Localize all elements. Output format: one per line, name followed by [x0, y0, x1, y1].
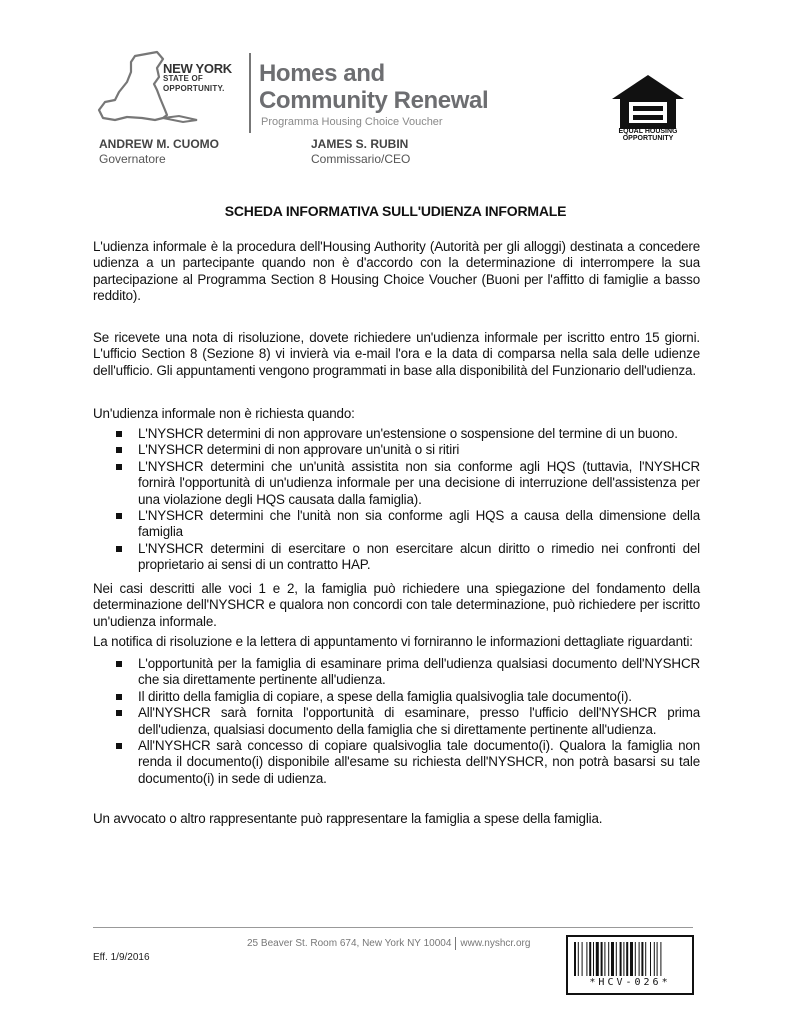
logo-divider [249, 53, 251, 133]
eho-line-1: EQUAL HOUSING [618, 128, 678, 135]
list-item: Il diritto della famiglia di copiare, a spese della famiglia qualsivoglia tale documento(i). [93, 689, 700, 705]
request-paragraph [93, 330, 700, 379]
notice-details-list [93, 656, 700, 787]
ny-state-logo-text [163, 61, 248, 94]
agency-name-line-1: Homes and [259, 60, 385, 87]
website-link[interactable]: www.nyshcr.org [460, 938, 531, 950]
not-required-section [93, 406, 700, 422]
address-separator [455, 937, 456, 950]
not-required-list [93, 426, 700, 574]
governor-name: ANDREW M. CUOMO [99, 137, 219, 151]
list-item: L'NYSHCR determini di non approvare un'estensione o sospensione del termine di un buono. [93, 426, 700, 442]
barcode-icon [574, 942, 686, 976]
paragraph-2: Se ricevete una nota di risoluzione, dovete richiedere un'udienza informale per iscritto entro 15 giorni. L'ufficio Section 8 (Sezione 8) vi invierà via e-mail l'ora e la data di comparsa nella sala delle udienze dell'ufficio. Gli appuntamenti vengono programmati in base alla disponibilità del Funzionario dell'udienza. [93, 330, 700, 378]
effective-date: Eff. 1/9/2016 [93, 952, 150, 963]
address-text: 25 Beaver St. Room 674, New York NY 10004 [247, 938, 452, 950]
logo-line-3: OPPORTUNITY. [163, 84, 225, 93]
list-item: L'NYSHCR determini di non approvare un'unità o si ritiri [93, 442, 700, 458]
explanation-paragraph [93, 581, 700, 630]
representation-paragraph [93, 811, 700, 827]
logo-line-2: STATE OF [163, 74, 203, 83]
list-2-intro: La notifica di risoluzione e la lettera di appuntamento vi forniranno le informazioni dettagliate riguardanti: [93, 634, 693, 649]
list-item: L'NYSHCR determini che un'unità assistita non sia conforme agli HQS (tuttavia, l'NYSHCR fornirà l'opportunità di un'udienza informale per una decisione di interruzione dell'assistenza per una violazione degli HQS causata dalla famiglia). [93, 459, 700, 508]
commissioner-title: Commissario/CEO [311, 152, 411, 166]
agency-name [259, 60, 519, 114]
form-barcode [566, 935, 694, 995]
program-name: Programma Housing Choice Voucher [261, 116, 443, 128]
notice-section [93, 634, 700, 650]
agency-name-line-2: Community Renewal [259, 87, 489, 114]
list-item: All'NYSHCR sarà concesso di copiare qualsivoglia tale documento(i). Qualora la famiglia non renda il documento(i) disponibile all'esame su richiesta dell'NYSHCR, non potrà basarsi su tale documento(i) in sede di udienza. [93, 738, 700, 787]
barcode-text: *HCV-026* [589, 977, 671, 988]
equal-housing-label [605, 128, 691, 142]
governor-title: Governatore [99, 152, 166, 166]
list-item: L'NYSHCR determini di esercitare o non esercitare alcun diritto o rimedio nei confronti del proprietario ai sensi di un contratto HAP. [93, 541, 700, 574]
paragraph-4: Un avvocato o altro rappresentante può rappresentare la famiglia a spese della famiglia. [93, 811, 603, 826]
paragraph-1: L'udienza informale è la procedura dell'Housing Authority (Autorità per gli alloggi) destinata a concedere udienza a un partecipante quando non è d'accordo con la determinazione di interrompere la sua partecipazione al Programma Section 8 Housing Choice Voucher (Buoni per l'affitto di famiglie a basso reddito). [93, 239, 700, 304]
document-title: SCHEDA INFORMATIVA SULL'UDIENZA INFORMALE [224, 203, 567, 219]
logo-line-1: NEW YORK [163, 61, 232, 76]
list-1-intro: Un'udienza informale non è richiesta quando: [93, 406, 355, 421]
list-item: All'NYSHCR sarà fornita l'opportunità di esaminare, presso l'ufficio dell'NYSHCR prima dell'udienza, qualsiasi documento della famiglia che si direttamente pertinente all'udienza. [93, 705, 700, 738]
list-item: L'NYSHCR determini che l'unità non sia conforme agli HQS a causa della dimensione della famiglia [93, 508, 700, 541]
eho-line-2: OPPORTUNITY [622, 135, 674, 142]
footer-divider [93, 927, 693, 928]
commissioner-name: JAMES S. RUBIN [311, 137, 409, 151]
paragraph-3: Nei casi descritti alle voci 1 e 2, la famiglia può richiedere una spiegazione del fondamento della determinazione dell'NYSHCR e qualora non concordi con tale determinazione, può richiedere per iscritto un'udienza informale. [93, 581, 700, 629]
footer-address [247, 937, 530, 950]
intro-paragraph [93, 239, 700, 305]
list-item: L'opportunità per la famiglia di esaminare prima dell'udienza qualsiasi documento dell'NYSHCR che sia direttamente pertinente all'udienza. [93, 656, 700, 689]
